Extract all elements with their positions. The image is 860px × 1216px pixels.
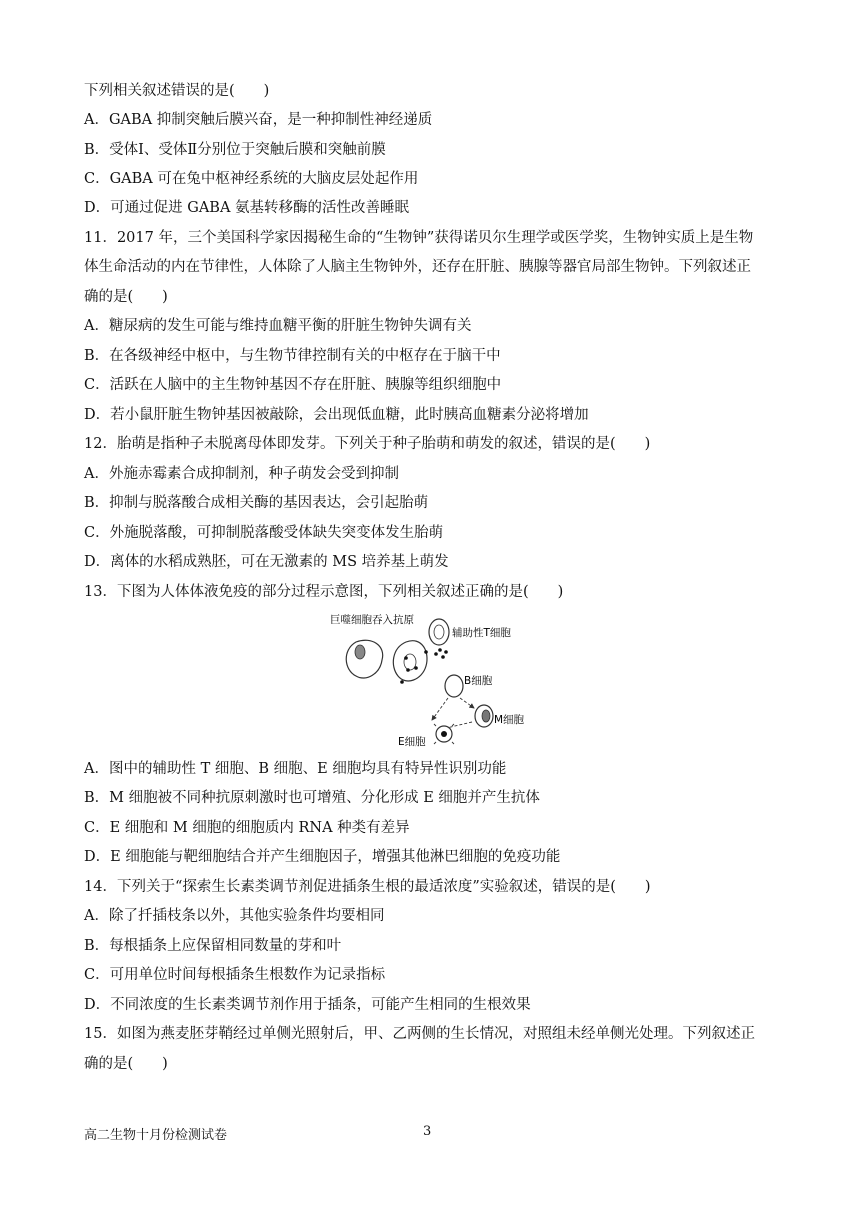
- option-d: D．E 细胞能与靶细胞结合并产生细胞因子，增强其他淋巴细胞的免疫功能: [84, 849, 561, 865]
- helper-t-label: 辅助性T细胞: [452, 627, 511, 639]
- option-d: D．不同浓度的生长素类调节剂作用于插条，可能产生相同的生根效果: [84, 997, 531, 1013]
- option-a: A．GABA 抑制突触后膜兴奋，是一种抑制性神经递质: [84, 112, 433, 128]
- immune-response-diagram: [326, 612, 536, 750]
- question-11-stem-end: 确的是( ): [84, 289, 168, 305]
- option-a: A．图中的辅助性 T 细胞、B 细胞、E 细胞均具有特异性识别功能: [84, 761, 507, 777]
- arrow-to-m-cell: [460, 698, 474, 708]
- text-line: 下列相关叙述错误的是( ): [84, 83, 270, 99]
- question-13-stem: 13．下图为人体体液免疫的部分过程示意图，下列相关叙述正确的是( ): [84, 584, 564, 600]
- macrophage-icon: [346, 640, 382, 678]
- option-a: A．外施赤霉素合成抑制剂，种子萌发会受到抑制: [84, 466, 399, 482]
- option-c: C．活跃在人脑中的主生物钟基因不存在肝脏、胰腺等组织细胞中: [84, 377, 502, 393]
- question-12-stem: 12．胎萌是指种子未脱离母体即发芽。下列关于种子胎萌和萌发的叙述，错误的是( ): [84, 436, 651, 452]
- e-cell-label: E细胞: [398, 736, 426, 748]
- question-11-stem-cont: 体生命活动的内在节律性，人体除了人脑主生物钟外，还存在肝脏、胰腺等器官局部生物钟。下列叙述正: [84, 259, 751, 275]
- antigen-presenting-cell-icon: [393, 641, 427, 684]
- macrophage-label: 巨噬细胞吞入抗原: [330, 614, 414, 626]
- option-b: B．在各级神经中枢中，与生物节律控制有关的中枢存在于脑干中: [84, 348, 501, 364]
- helper-t-cell-icon: [429, 619, 449, 659]
- option-d: D．若小鼠肝脏生物钟基因被敲除，会出现低血糖，此时胰高血糖素分泌将增加: [84, 407, 589, 423]
- arrow-to-e-cell: [432, 698, 448, 720]
- footer-exam-title: 高二生物十月份检测试卷: [84, 1128, 228, 1143]
- question-11-stem: 11．2017 年，三个美国科学家因揭秘生命的“生物钟”获得诺贝尔生理学或医学奖，生物钟实质上是生物: [84, 230, 754, 246]
- b-cell-label: B细胞: [464, 675, 493, 687]
- option-c: C．外施脱落酸，可抑制脱落酸受体缺失突变体发生胎萌: [84, 525, 444, 541]
- option-c: C．可用单位时间每根插条生根数作为记录指标: [84, 967, 386, 983]
- option-b: B．受体Ⅰ、受体Ⅱ分别位于突触后膜和突触前膜: [84, 142, 386, 158]
- option-b: B．M 细胞被不同种抗原刺激时也可增殖、分化形成 E 细胞并产生抗体: [84, 790, 540, 806]
- m-cell-label: M细胞: [494, 714, 525, 726]
- b-cell-icon: [445, 675, 463, 697]
- option-b: B．抑制与脱落酸合成相关酶的基因表达，会引起胎萌: [84, 495, 429, 511]
- option-b: B．每根插条上应保留相同数量的芽和叶: [84, 938, 342, 954]
- option-c: C．E 细胞和 M 细胞的细胞质内 RNA 种类有差异: [84, 820, 410, 836]
- option-a: A．除了扦插枝条以外，其他实验条件均要相同: [84, 908, 385, 924]
- question-15-stem-end: 确的是( ): [84, 1056, 168, 1072]
- m-cell-icon: [475, 705, 493, 727]
- option-c: C．GABA 可在兔中枢神经系统的大脑皮层处起作用: [84, 171, 419, 187]
- option-a: A．糖尿病的发生可能与维持血糖平衡的肝脏生物钟失调有关: [84, 318, 472, 334]
- option-d: D．可通过促进 GABA 氨基转移酶的活性改善睡眠: [84, 200, 410, 216]
- page-number: 3: [423, 1124, 432, 1139]
- question-15-stem: 15．如图为燕麦胚芽鞘经过单侧光照射后，甲、乙两侧的生长情况，对照组未经单侧光处理。下列叙述正: [84, 1026, 755, 1042]
- option-d: D．离体的水稻成熟胚，可在无激素的 MS 培养基上萌发: [84, 554, 449, 570]
- question-14-stem: 14．下列关于“探索生长素类调节剂促进插条生根的最适浓度”实验叙述，错误的是( ): [84, 879, 651, 895]
